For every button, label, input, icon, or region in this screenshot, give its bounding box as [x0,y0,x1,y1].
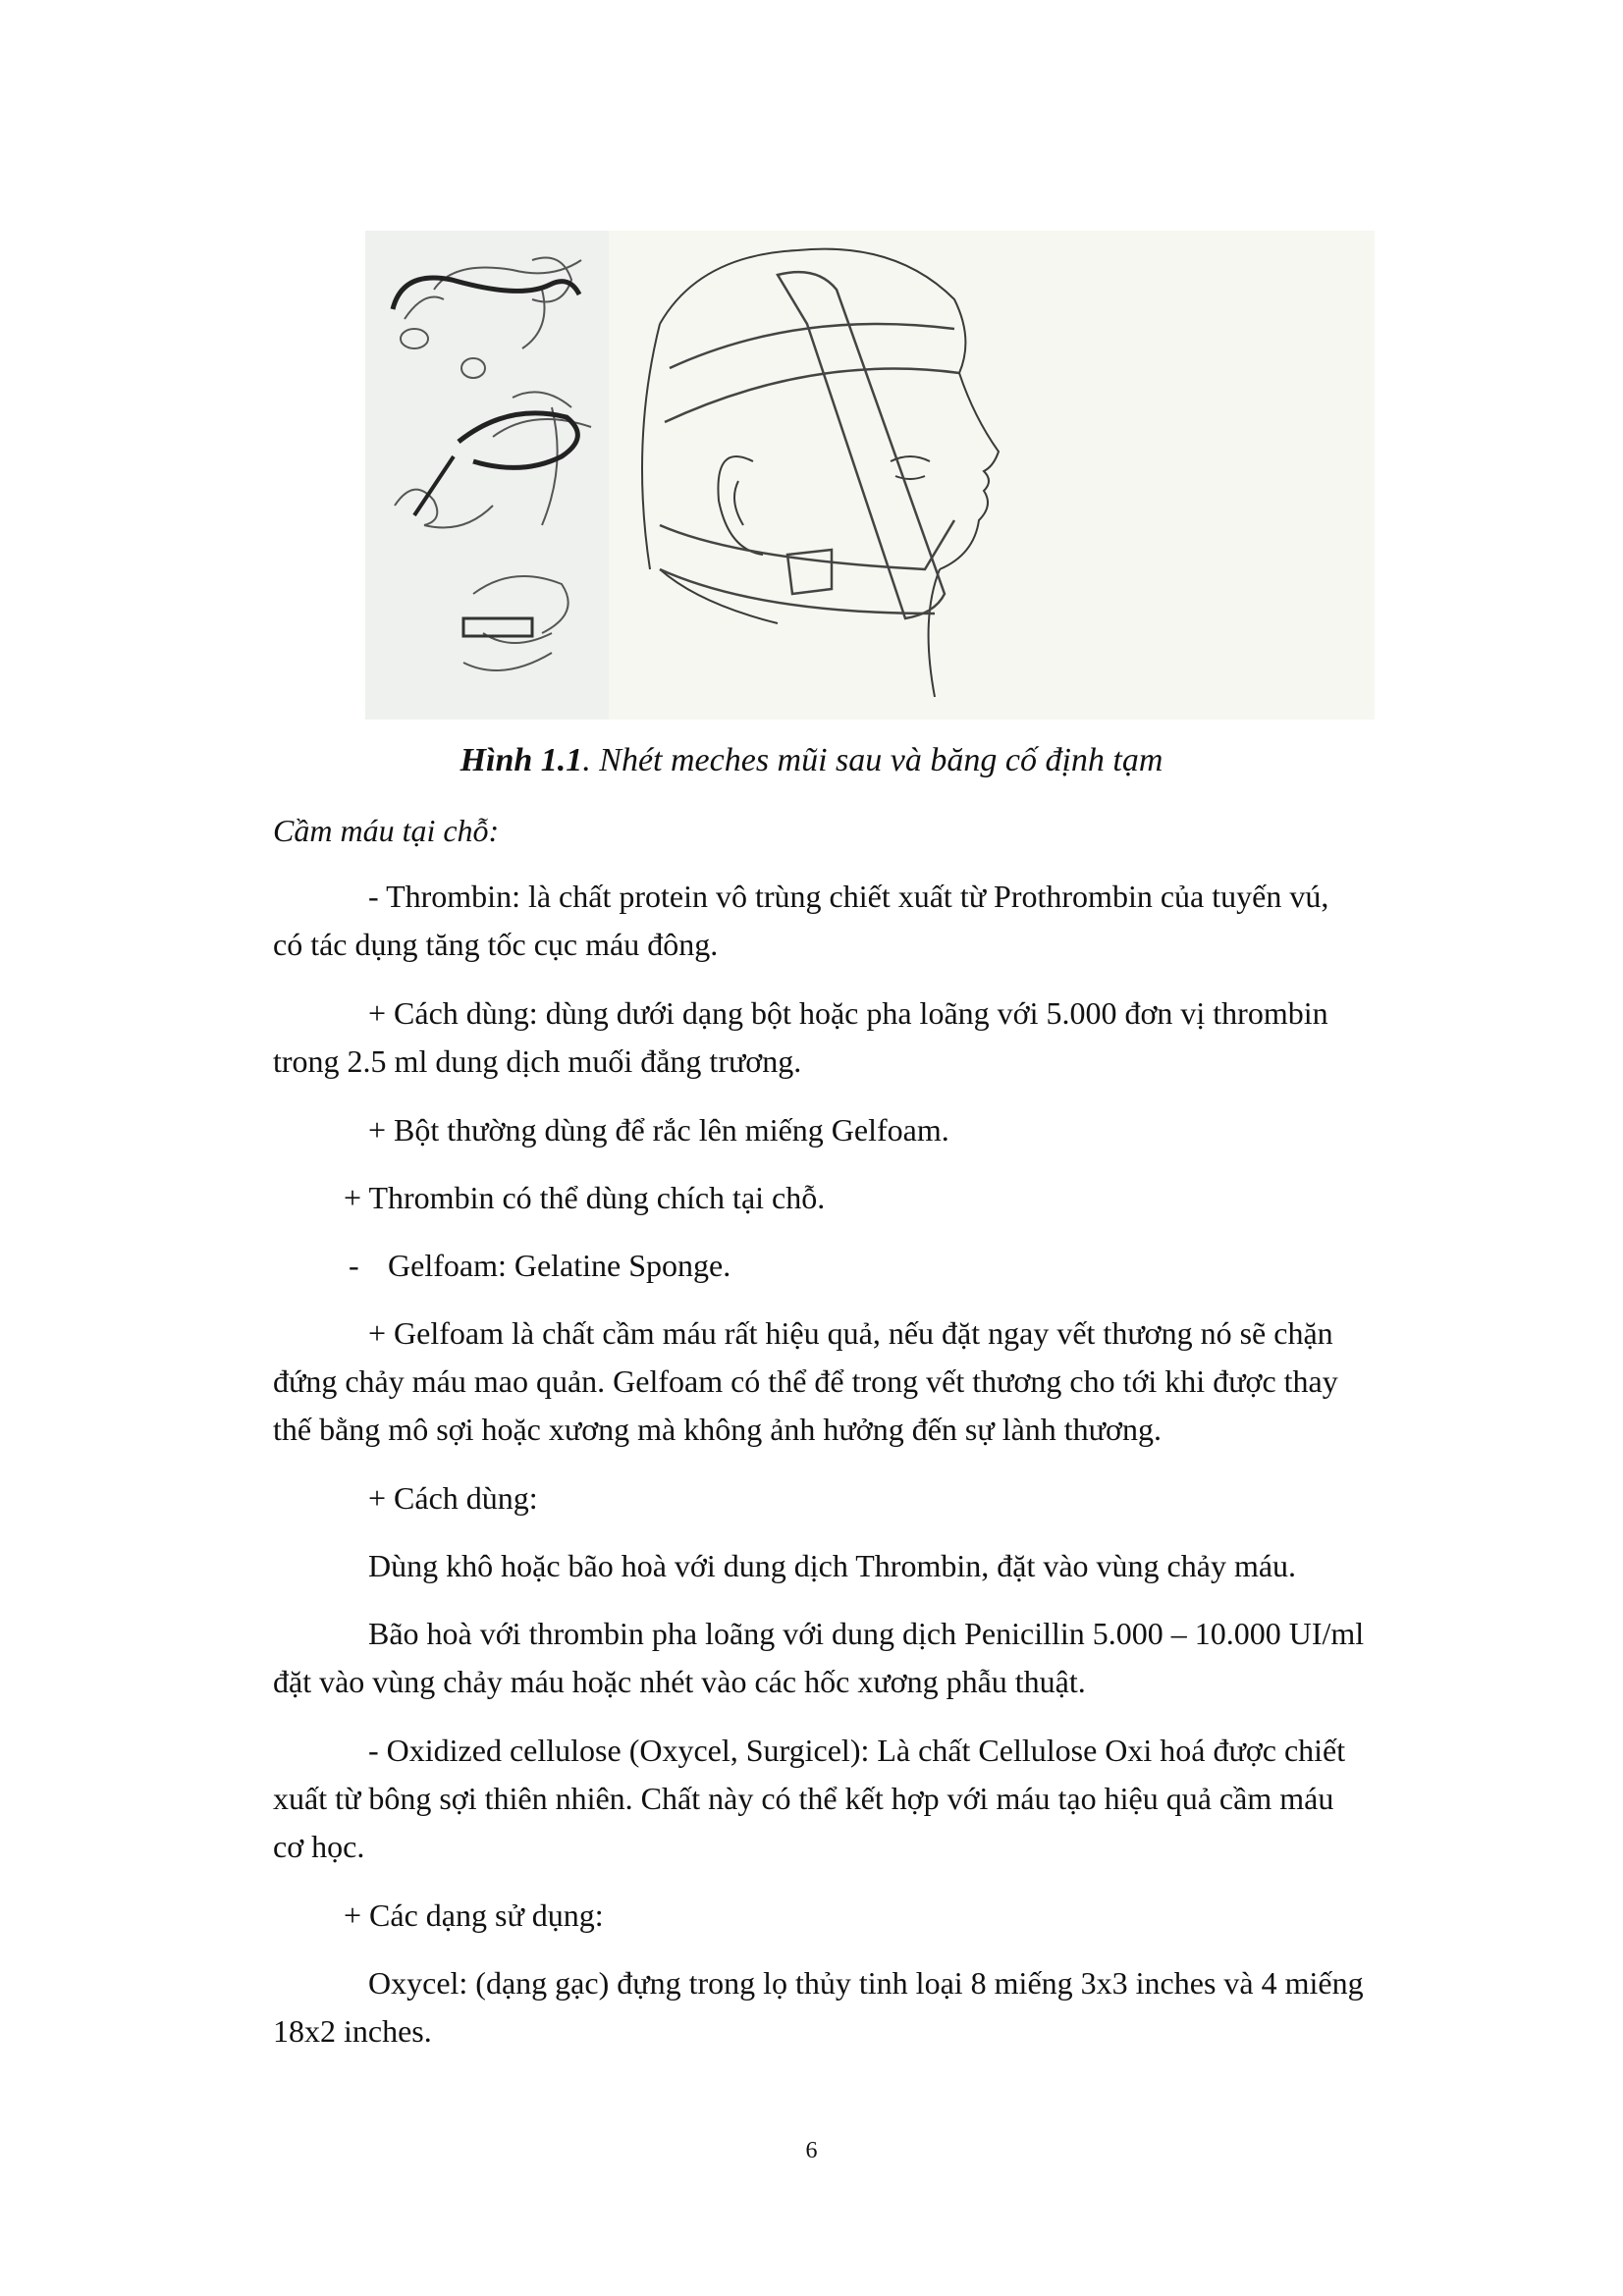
paragraph-gelfoam-line-1: + Gelfoam là chất cầm máu rất hiệu quả, nếu đặt ngay vết thương nó sẽ chặn [368,1315,1333,1351]
paragraph-oxycel-line-2: 18x2 inches. [273,2013,432,2049]
paragraph-bao-hoa-line-1: Bão hoà với thrombin pha loãng với dung dịch Penicillin 5.000 – 10.000 UI/ml [368,1616,1365,1651]
figure-caption-label: Hình 1.1 [460,742,583,778]
paragraph-thrombin-line-2: có tác dụng tăng tốc cục máu đông. [273,927,719,962]
paragraph-gelfoam-line-2: đứng chảy máu mao quản. Gelfoam có thể để trong vết thương cho tới khi được thay [273,1363,1338,1399]
paragraph-cach-dung-label: + Cách dùng: [368,1480,538,1516]
figure-nasal-packing-and-bandage [365,231,1375,720]
gelfoam-dash: - [349,1248,359,1283]
figure-caption [0,742,1623,779]
paragraph-dung-kho: Dùng khô hoặc bão hoà với dung dịch Thrombin, đặt vào vùng chảy máu. [368,1548,1297,1583]
section-heading: Cầm máu tại chỗ: [273,813,500,848]
paragraph-oxycel-line-1: Oxycel: (dạng gạc) đựng trong lọ thủy tinh loại 8 miếng 3x3 inches và 4 miếng [368,1965,1364,2001]
paragraph-cach-dung-line-1: + Cách dùng: dùng dưới dạng bột hoặc pha loãng với 5.000 đơn vị thrombin [368,995,1328,1031]
paragraph-gelfoam-title: Gelfoam: Gelatine Sponge. [388,1248,731,1283]
page-number: 6 [805,2138,818,2163]
paragraph-cach-dung-line-2: trong 2.5 ml dung dịch muối đẳng trương. [273,1043,802,1079]
paragraph-bot: + Bột thường dùng để rắc lên miếng Gelfoam. [368,1112,949,1148]
paragraph-thrombin-chich: + Thrombin có thể dùng chích tại chỗ. [344,1180,826,1215]
figure-drawing [365,231,1375,720]
paragraph-bao-hoa-line-2: đặt vào vùng chảy máu hoặc nhét vào các hốc xương phẫu thuật. [273,1664,1086,1699]
paragraph-oxidized-line-2: xuất từ bông sợi thiên nhiên. Chất này có thể kết hợp với máu tạo hiệu quả cầm máu [273,1781,1334,1816]
figure-caption-text: . Nhét meches mũi sau và băng cố định tạm [582,742,1163,778]
paragraph-oxidized-line-1: - Oxidized cellulose (Oxycel, Surgicel): Là chất Cellulose Oxi hoá được chiết [368,1733,1346,1768]
paragraph-gelfoam-line-3: thế bằng mô sợi hoặc xương mà không ảnh hưởng đến sự lành thương. [273,1412,1162,1447]
paragraph-oxidized-line-3: cơ học. [273,1829,365,1864]
paragraph-thrombin-line-1: - Thrombin: là chất protein vô trùng chiết xuất từ Prothrombin của tuyến vú, [368,879,1329,914]
paragraph-cac-dang: + Các dạng sử dụng: [344,1897,604,1933]
